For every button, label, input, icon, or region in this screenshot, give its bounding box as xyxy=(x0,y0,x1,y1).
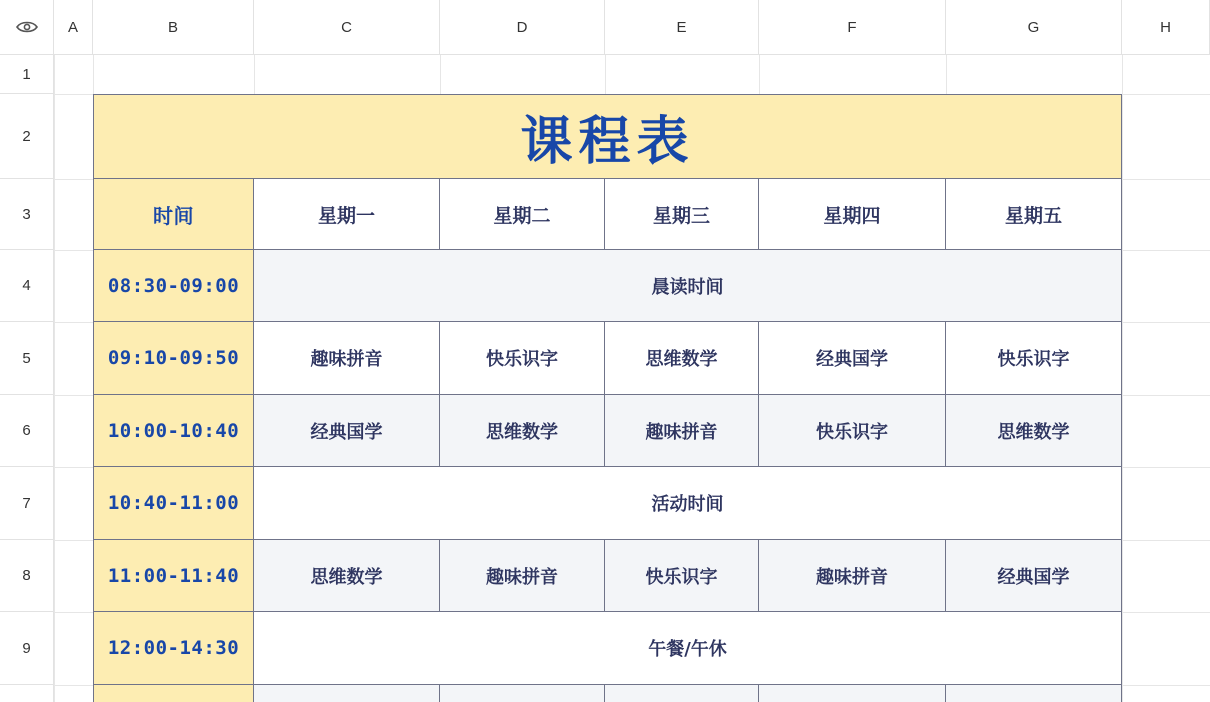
gridline xyxy=(54,322,93,323)
course-cell[interactable]: 快乐识字 xyxy=(759,395,946,467)
select-all-corner[interactable] xyxy=(0,0,54,55)
course-cell[interactable]: 趣味拼音 xyxy=(440,540,605,612)
time-cell[interactable] xyxy=(93,685,254,702)
row-header-3[interactable]: 3 xyxy=(0,179,54,250)
column-header-g[interactable]: G xyxy=(946,0,1122,55)
gridline xyxy=(54,250,93,251)
schedule-title[interactable]: 课程表 xyxy=(93,94,1122,179)
course-cell[interactable]: 经典国学 xyxy=(946,540,1122,612)
column-header-b[interactable]: B xyxy=(93,0,254,55)
row-header-1[interactable]: 1 xyxy=(0,55,54,94)
row-header-2[interactable]: 2 xyxy=(0,94,54,179)
course-cell[interactable]: 快乐识字 xyxy=(605,540,759,612)
course-cell[interactable] xyxy=(759,685,946,702)
day-header-tuesday[interactable]: 星期二 xyxy=(440,179,605,250)
day-header-friday[interactable]: 星期五 xyxy=(946,179,1122,250)
time-header-cell[interactable]: 时间 xyxy=(93,179,254,250)
column-header-h[interactable]: H xyxy=(1122,0,1210,55)
time-cell[interactable]: 10:00-10:40 xyxy=(93,395,254,467)
day-header-monday[interactable]: 星期一 xyxy=(254,179,440,250)
course-cell[interactable]: 思维数学 xyxy=(440,395,605,467)
course-cell[interactable]: 快乐识字 xyxy=(440,322,605,395)
day-header-thursday[interactable]: 星期四 xyxy=(759,179,946,250)
merged-activity-cell[interactable]: 活动时间 xyxy=(254,467,1122,540)
gridline xyxy=(1122,55,1123,702)
row-header-6[interactable]: 6 xyxy=(0,395,54,467)
gridline xyxy=(54,467,93,468)
column-header-f[interactable]: F xyxy=(759,0,946,55)
time-cell[interactable]: 12:00-14:30 xyxy=(93,612,254,685)
course-cell[interactable]: 趣味拼音 xyxy=(759,540,946,612)
row-header-5[interactable]: 5 xyxy=(0,322,54,395)
column-header-a[interactable]: A xyxy=(54,0,93,55)
gridline xyxy=(254,55,255,94)
course-cell[interactable] xyxy=(946,685,1122,702)
merged-activity-cell[interactable]: 午餐/午休 xyxy=(254,612,1122,685)
gridline xyxy=(605,55,606,94)
row-header-7[interactable]: 7 xyxy=(0,467,54,540)
gridline xyxy=(54,612,93,613)
course-cell[interactable] xyxy=(605,685,759,702)
gridline xyxy=(1122,612,1210,613)
gridline xyxy=(1122,250,1210,251)
gridline xyxy=(1122,322,1210,323)
gridline xyxy=(54,179,93,180)
day-header-wednesday[interactable]: 星期三 xyxy=(605,179,759,250)
column-header-c[interactable]: C xyxy=(254,0,440,55)
time-cell[interactable]: 08:30-09:00 xyxy=(93,250,254,322)
row-header-10[interactable] xyxy=(0,685,54,702)
gridline xyxy=(54,395,93,396)
time-cell[interactable]: 10:40-11:00 xyxy=(93,467,254,540)
gridline xyxy=(54,540,93,541)
course-cell[interactable]: 快乐识字 xyxy=(946,322,1122,395)
eye-icon xyxy=(16,20,38,34)
row-header-9[interactable]: 9 xyxy=(0,612,54,685)
course-cell[interactable]: 思维数学 xyxy=(605,322,759,395)
gridline xyxy=(946,55,947,94)
gridline xyxy=(1122,395,1210,396)
gridline xyxy=(1122,685,1210,686)
course-cell[interactable] xyxy=(254,685,440,702)
gridline xyxy=(1122,467,1210,468)
gridline xyxy=(93,55,94,94)
gridline xyxy=(54,55,55,702)
course-cell[interactable]: 经典国学 xyxy=(759,322,946,395)
column-header-e[interactable]: E xyxy=(605,0,759,55)
course-cell[interactable]: 趣味拼音 xyxy=(254,322,440,395)
gridline xyxy=(1122,179,1210,180)
time-cell[interactable]: 09:10-09:50 xyxy=(93,322,254,395)
merged-activity-cell[interactable]: 晨读时间 xyxy=(254,250,1122,322)
time-cell[interactable]: 11:00-11:40 xyxy=(93,540,254,612)
column-header-d[interactable]: D xyxy=(440,0,605,55)
course-cell[interactable]: 思维数学 xyxy=(254,540,440,612)
gridline xyxy=(759,55,760,94)
course-cell[interactable] xyxy=(440,685,605,702)
course-cell[interactable]: 经典国学 xyxy=(254,395,440,467)
course-cell[interactable]: 趣味拼音 xyxy=(605,395,759,467)
gridline xyxy=(54,685,93,686)
gridline xyxy=(440,55,441,94)
course-cell[interactable]: 思维数学 xyxy=(946,395,1122,467)
row-header-8[interactable]: 8 xyxy=(0,540,54,612)
gridline xyxy=(1122,540,1210,541)
row-header-4[interactable]: 4 xyxy=(0,250,54,322)
